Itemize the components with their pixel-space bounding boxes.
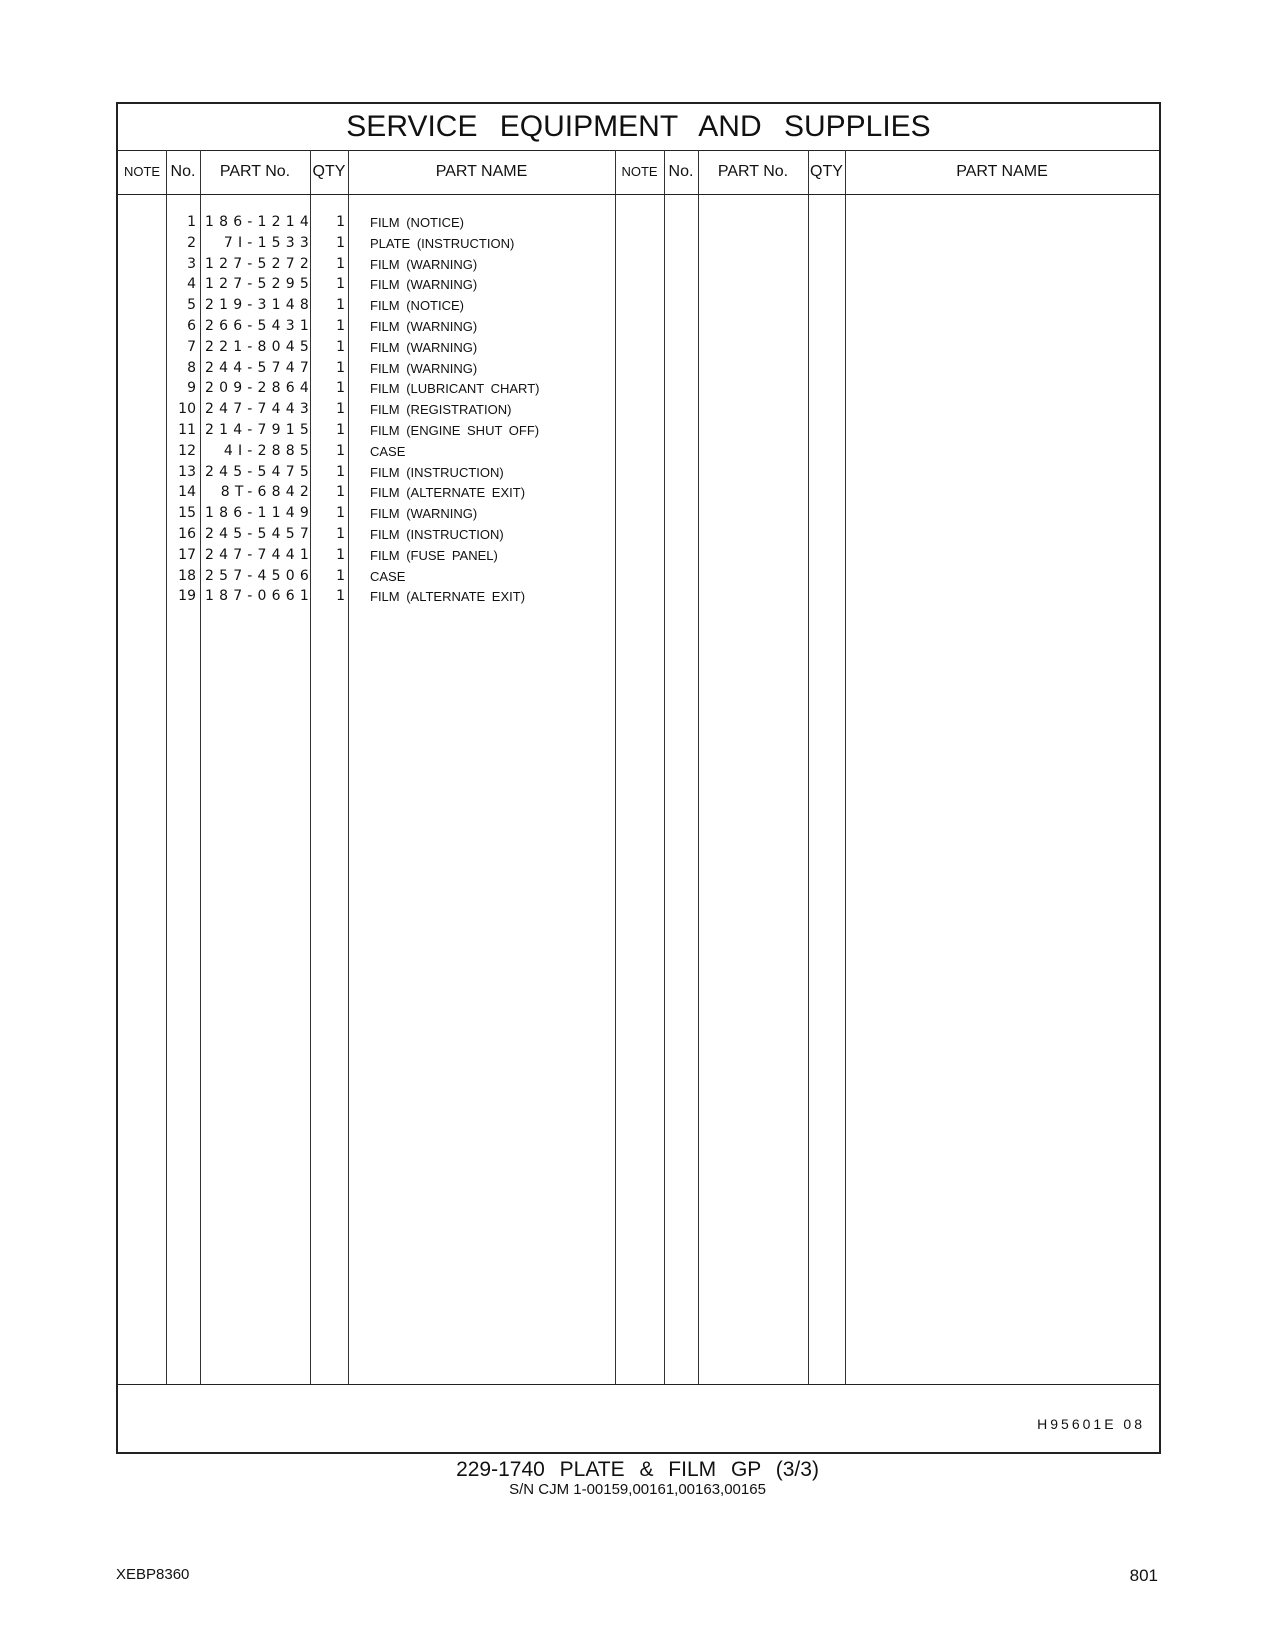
table-row	[118, 399, 1159, 420]
part-name: FILM (WARNING)	[370, 360, 478, 376]
table-row	[118, 295, 1159, 316]
part-number: 219-3148	[204, 297, 314, 314]
part-number: 247-7441	[204, 546, 314, 563]
part-name: FILM (WARNING)	[370, 339, 478, 355]
quantity: 1	[336, 588, 345, 605]
quantity: 1	[336, 276, 345, 293]
part-number: 244-5747	[204, 359, 314, 376]
footer-divider	[118, 1384, 1159, 1385]
item-number: 17	[178, 546, 196, 563]
item-number: 12	[178, 442, 196, 459]
part-number: 187-0661	[204, 588, 314, 605]
item-number: 4	[187, 276, 196, 293]
part-number: 186-1214	[204, 214, 314, 230]
header-no-left: No.	[170, 163, 196, 180]
part-name: FILM (INSTRUCTION)	[370, 527, 504, 542]
part-name: FILM (WARNING)	[370, 277, 478, 293]
quantity: 1	[336, 297, 345, 314]
header-part-no-right: PART No.	[717, 163, 789, 180]
part-name: FILM (NOTICE)	[370, 215, 464, 230]
header-note-right: NOTE	[621, 164, 658, 179]
header-part-no-left: PART No.	[219, 163, 291, 180]
part-number: 8T-6842	[220, 484, 314, 501]
table-row	[118, 358, 1159, 379]
item-number: 3	[187, 255, 196, 272]
quantity: 1	[336, 380, 345, 397]
table-row	[118, 420, 1159, 441]
header-note-left: NOTE	[123, 164, 161, 179]
quantity: 1	[336, 442, 345, 459]
part-name: CASE	[370, 443, 406, 459]
part-number: 127-5272	[204, 255, 314, 272]
part-name: FILM (ENGINE SHUT OFF)	[370, 423, 540, 438]
quantity: 1	[336, 422, 345, 438]
quantity: 1	[336, 526, 345, 542]
quantity: 1	[336, 401, 345, 418]
part-name: FILM (LUBRICANT CHART)	[370, 381, 540, 397]
item-number: 19	[178, 588, 196, 605]
page-number: 801	[1129, 1566, 1158, 1585]
part-number: 245-5475	[204, 463, 314, 480]
part-name: PLATE (INSTRUCTION)	[370, 235, 515, 251]
header-part-name-left: PART NAME	[435, 163, 528, 180]
item-number: 2	[187, 234, 196, 251]
table-row	[118, 482, 1159, 503]
item-number: 8	[187, 359, 196, 376]
item-number: 11	[178, 422, 196, 438]
item-number: 14	[178, 484, 196, 501]
header-qty-right: QTY	[810, 163, 843, 180]
item-number: 5	[187, 297, 196, 314]
item-number: 7	[187, 338, 196, 355]
part-name: FILM (REGISTRATION)	[370, 402, 512, 418]
item-number: 15	[178, 505, 196, 522]
part-name: FILM (WARNING)	[370, 506, 478, 522]
part-number: 266-5431	[204, 318, 314, 334]
part-name: FILM (ALTERNATE EXIT)	[370, 485, 526, 501]
table-row	[118, 254, 1159, 275]
header-qty-left: QTY	[312, 163, 346, 180]
part-name: FILM (WARNING)	[370, 256, 478, 272]
quantity: 1	[336, 318, 345, 334]
illustration-code: H95601E 08	[1037, 1416, 1145, 1432]
part-number: 4I-2885	[223, 442, 314, 459]
table-row	[118, 233, 1159, 254]
table-row	[118, 462, 1159, 483]
part-number: 7I-1533	[223, 234, 314, 251]
part-name: FILM (NOTICE)	[370, 298, 464, 314]
quantity: 1	[336, 214, 345, 230]
header-no-right: No.	[668, 163, 694, 180]
part-number: 247-7443	[204, 401, 314, 418]
part-name: CASE	[370, 568, 406, 584]
item-number: 9	[187, 380, 196, 397]
part-name: FILM (INSTRUCTION)	[370, 464, 504, 480]
part-number: 209-2864	[204, 380, 314, 397]
table-row	[118, 212, 1159, 233]
part-name: FILM (WARNING)	[370, 319, 478, 334]
table-row	[118, 545, 1159, 566]
quantity: 1	[336, 567, 345, 584]
part-number: 221-8045	[204, 338, 314, 355]
part-number: 257-4506	[204, 567, 314, 584]
part-number: 245-5457	[204, 526, 314, 542]
table-row	[118, 566, 1159, 587]
parts-table	[116, 102, 1161, 1454]
group-title: 229-1740 PLATE & FILM GP (3/3)	[456, 1458, 819, 1481]
item-number: 6	[187, 318, 196, 334]
part-name: FILM (ALTERNATE EXIT)	[370, 589, 526, 605]
table-row	[118, 586, 1159, 607]
table-row	[118, 524, 1159, 545]
quantity: 1	[336, 338, 345, 355]
item-number: 18	[178, 567, 196, 584]
serial-numbers: S/N CJM 1-00159,00161,00163,00165	[509, 1481, 766, 1498]
quantity: 1	[336, 234, 345, 251]
part-number: 186-1149	[204, 505, 314, 522]
item-number: 10	[178, 401, 196, 418]
document-id: XEBP8360	[116, 1566, 190, 1583]
quantity: 1	[336, 255, 345, 272]
header-divider	[118, 194, 1159, 195]
part-number: 127-5295	[204, 276, 314, 293]
quantity: 1	[336, 484, 345, 501]
part-name: FILM (FUSE PANEL)	[370, 547, 498, 563]
quantity: 1	[336, 505, 345, 522]
quantity: 1	[336, 546, 345, 563]
item-number: 13	[178, 463, 196, 480]
table-row	[118, 337, 1159, 358]
item-number: 16	[178, 526, 196, 542]
part-number: 214-7915	[204, 422, 314, 438]
table-row	[118, 378, 1159, 399]
item-number: 1	[187, 214, 196, 230]
table-row	[118, 316, 1159, 337]
table-row	[118, 441, 1159, 462]
table-title: SERVICE EQUIPMENT AND SUPPLIES	[118, 104, 1159, 151]
quantity: 1	[336, 359, 345, 376]
header-part-name-right: PART NAME	[956, 163, 1048, 180]
table-row	[118, 503, 1159, 524]
table-row	[118, 274, 1159, 295]
quantity: 1	[336, 463, 345, 480]
